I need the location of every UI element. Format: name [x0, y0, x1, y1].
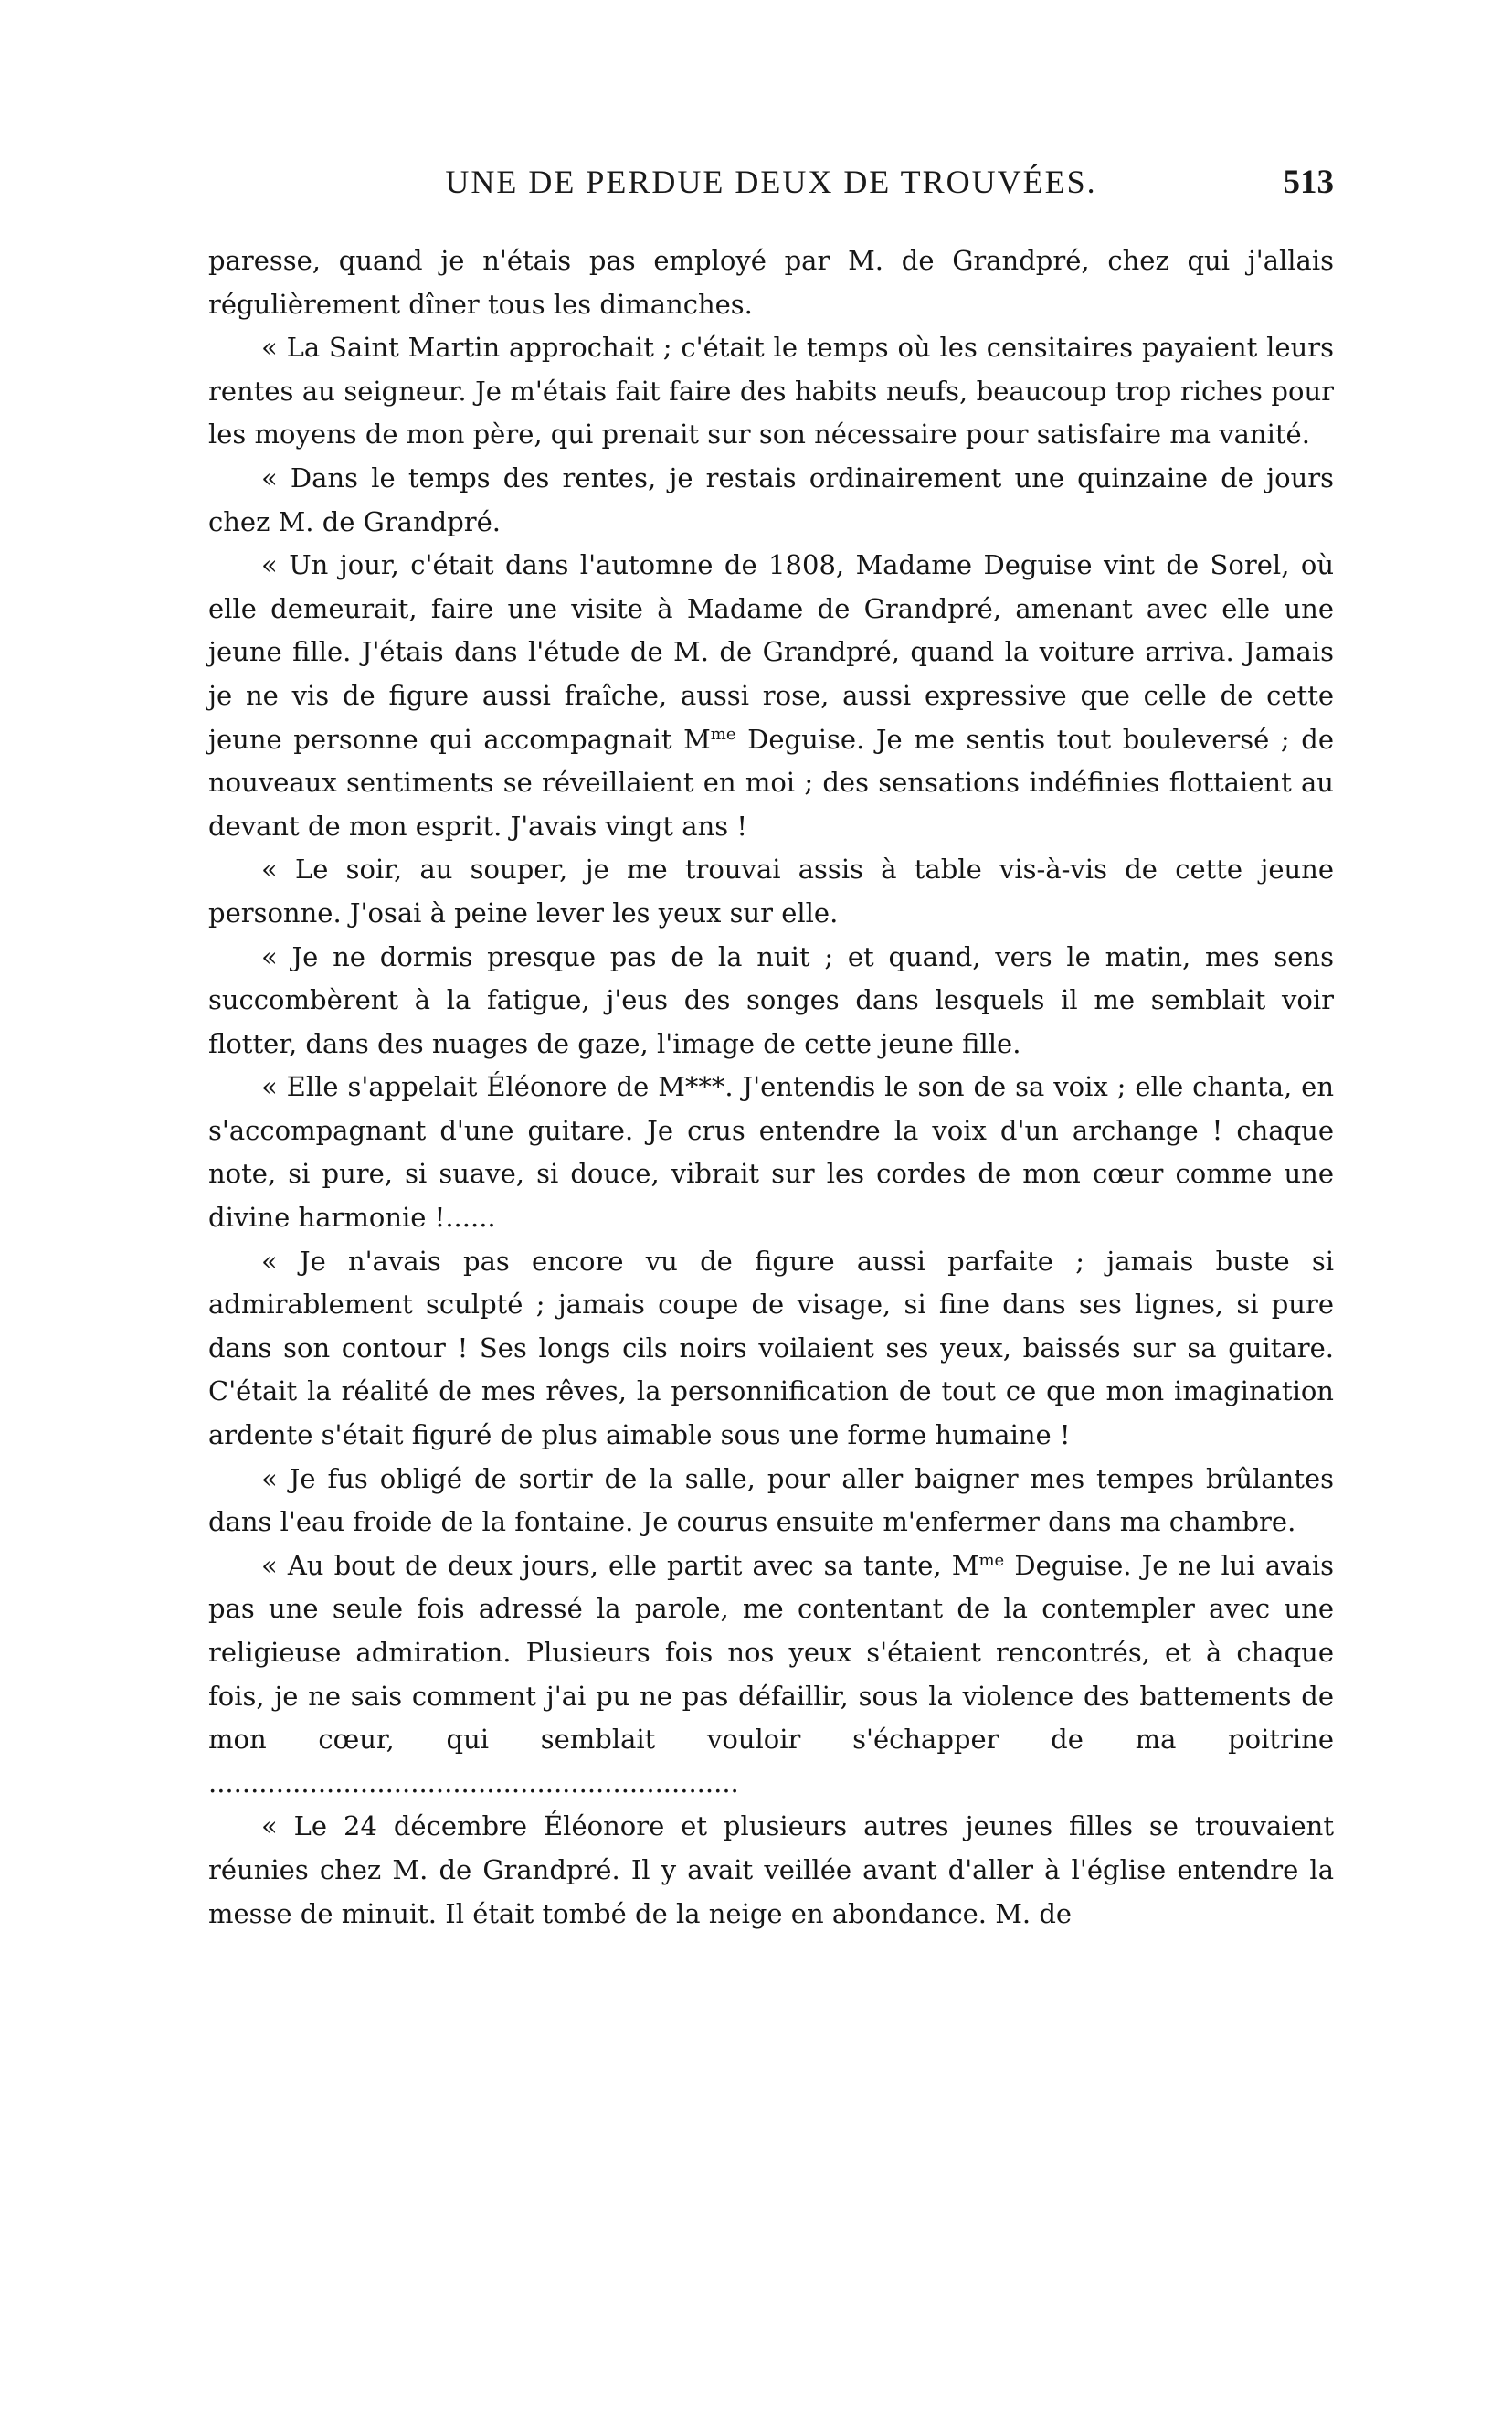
running-header — [208, 163, 1334, 218]
paragraph: « Je ne dormis presque pas de la nuit ; et quand, vers le matin, mes sens succombèrent à la fatigue, j'eus des songes dans lesquels il me semblait voir flotter, dans des nuages de gaze, l'image de cette jeune fille. — [208, 940, 1334, 1059]
paragraph: « Un jour, c'était dans l'automne de 1808, Madame Deguise vint de Sorel, où elle demeurait, faire une visite à Madame de Grandpré, amenant avec elle une jeune fille. J'étais dans l'étude de M. de Grandpré, quand la voiture arriva. Jamais je ne vis de figure aussi fraîche, aussi rose, aussi expressive que celle de cette jeune personne qui accompagnait $M^{me}$ Deguise. Je me sentis tout bouleversé ; de nouveaux sentiments se réveillaient en moi ; des sensations indéfinies flottaient au devant de mon esprit. J'avais vingt ans ! — [208, 549, 1334, 842]
paragraph: « Elle s'appelait Éléonore de M***. J'entendis le son de sa voix ; elle chanta, en s'accompagnant d'une guitare. Je crus entendre la voix d'un archange ! chaque note, si pure, si suave, si douce, vibrait sur les cordes de mon cœur comme une divine harmonie !...... — [208, 1071, 1334, 1234]
page-number: 513 — [1283, 164, 1334, 201]
running-title: UNE DE PERDUE DEUX DE TROUVÉES. — [445, 164, 1097, 200]
paragraph: « Le 24 décembre Éléonore et plusieurs autres jeunes filles se trouvaient réunies chez M. de Grandpré. Il y avait veillée avant d'aller à l'église entendre la messe de minuit. Il était tombé de la neige en abondance. M. de — [208, 1810, 1334, 1929]
paragraph: « La Saint Martin approchait ; c'était le temps où les censitaires payaient leurs rentes au seigneur. Je m'étais fait faire des habits neufs, beaucoup trop riches pour les moyens de mon père, qui prenait sur son nécessaire pour satisfaire ma vanité. — [208, 332, 1334, 451]
paragraph: « Dans le temps des rentes, je restais ordinairement une quinzaine de jours chez M. de Grandpré. — [208, 462, 1334, 537]
abbreviation-superscript: me — [710, 724, 736, 744]
paragraph: « Au bout de deux jours, elle partit avec sa tante, $M^{me}$ Deguise. Je ne lui avais pas une seule fois adressé la parole, me contentant de la contempler avec une religieuse admiration. Plusieurs fois nos yeux s'étaient rencontrés, et à chaque fois, je ne sais comment j'ai pu ne pas défaillir, sous la violence des battements de mon cœur, qui semblait vouloir s'échapper de ma poitrine ............................................................... — [208, 1549, 1334, 1799]
paragraph: « Je n'avais pas encore vu de figure aussi parfaite ; jamais buste si admirablement sculpté ; jamais coupe de visage, si fine dans ses lignes, si pure dans son contour ! Ses longs cils noirs voilaient ses yeux, baissés sur sa guitare. C'était la réalité de mes rêves, la personnification de tout ce que mon imagination ardente s'était figuré de plus aimable sous une forme humaine ! — [208, 1245, 1334, 1451]
paragraph: paresse, quand je n'étais pas employé par M. de Grandpré, chez qui j'allais régulièrement dîner tous les dimanches. — [208, 245, 1334, 320]
paragraph: « Je fus obligé de sortir de la salle, pour aller baigner mes tempes brûlantes dans l'eau froide de la fontaine. Je courus ensuite m'enfermer dans ma chambre. — [208, 1462, 1334, 1538]
body-text — [208, 239, 1334, 1936]
abbreviation-superscript: me — [978, 1550, 1005, 1570]
paragraph: « Le soir, au souper, je me trouvai assis à table vis-à-vis de cette jeune personne. J'osai à peine lever les yeux sur elle. — [208, 854, 1334, 929]
